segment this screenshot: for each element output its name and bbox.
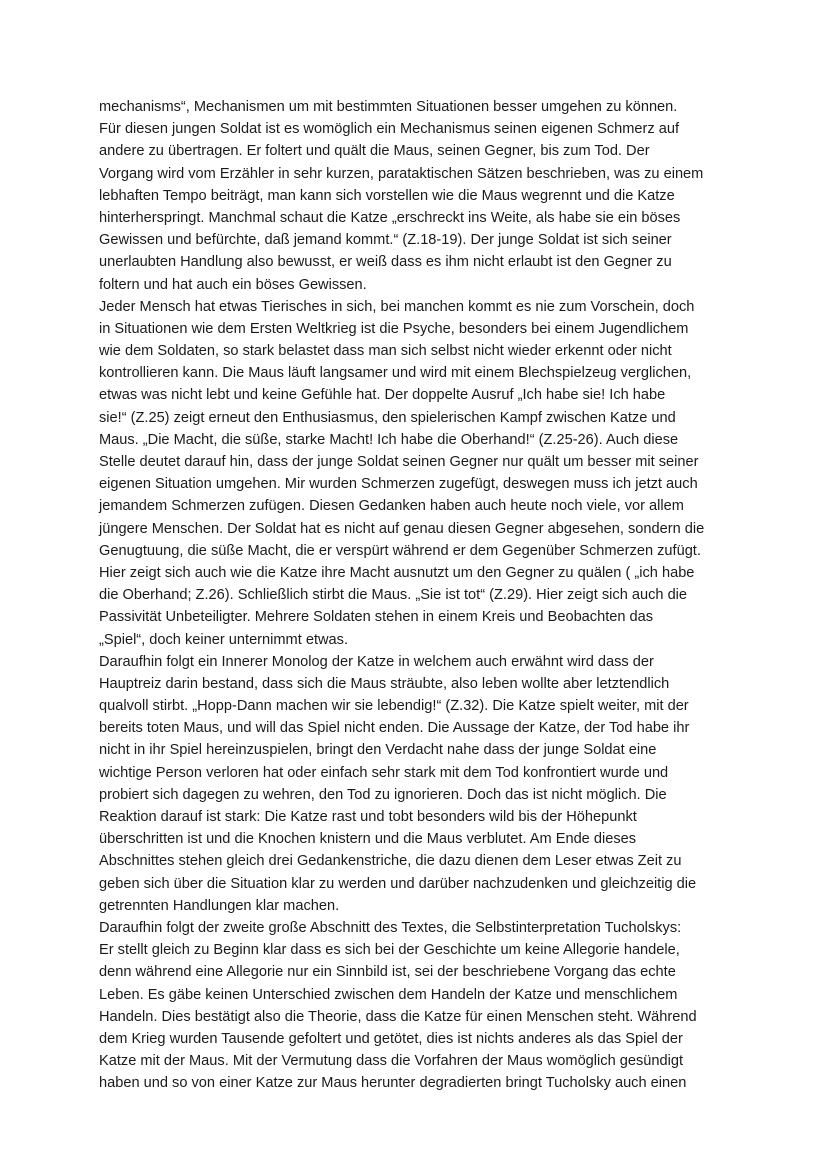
text-line: Daraufhin folgt ein Innerer Monolog der Katze in welchem auch erwähnt wird dass der xyxy=(99,653,654,670)
text-line: denn während eine Allegorie nur ein Sinnbild ist, sei der beschriebene Vorgang das echte xyxy=(99,964,676,981)
text-line: Maus. „Die Macht, die süße, starke Macht! Ich habe die Oberhand!“ (Z.25-26). Auch diese xyxy=(99,431,679,448)
text-line: Leben. Es gäbe keinen Unterschied zwischen dem Handeln der Katze und menschlichem xyxy=(99,986,678,1003)
text-line: die Oberhand; Z.26). Schließlich stirbt die Maus. „Sie ist tot“ (Z.29). Hier zeigt sich auch die xyxy=(99,587,688,604)
text-line: foltern und hat auch ein böses Gewissen. xyxy=(99,276,367,293)
text-line: Hier zeigt sich auch wie die Katze ihre Macht ausnutzt um den Gegner zu quälen ( „ich habe xyxy=(99,564,695,581)
text-line: jüngere Menschen. Der Soldat hat es nicht auf genau diesen Gegner abgesehen, sondern die xyxy=(99,520,705,537)
text-line: etwas was nicht lebt und keine Gefühle hat. Der doppelte Ausruf „Ich habe sie! Ich habe xyxy=(99,387,666,404)
text-line: getrennten Handlungen klar machen. xyxy=(99,897,340,914)
text-line: kontrollieren kann. Die Maus läuft langsamer und wird mit einem Blechspielzeug verglichen, xyxy=(99,365,692,382)
text-line: hinterherspringt. Manchmal schaut die Katze „erschreckt ins Weite, als habe sie ein böses xyxy=(99,209,681,226)
text-line: in Situationen wie dem Ersten Weltkrieg ist die Psyche, besonders bei einem Jugendlichem xyxy=(99,320,689,337)
text-line: Genugtuung, die süße Macht, die er verspürt während er dem Gegenüber Schmerzen zufügt. xyxy=(99,542,701,559)
text-line: Reaktion darauf ist stark: Die Katze rast und tobt besonders wild bis der Höhepunkt xyxy=(99,809,637,825)
text-line: Jeder Mensch hat etwas Tierisches in sich, bei manchen kommt es nie zum Vorschein, doch xyxy=(99,298,695,315)
text-line: nicht in ihr Spiel hereinzuspielen, bringt den Verdacht nahe dass der junge Soldat eine xyxy=(99,742,657,759)
text-line: lebhaften Tempo beiträgt, man kann sich vorstellen wie die Maus wegrennt und die Katze xyxy=(99,187,675,204)
text-line: bereits toten Maus, und will das Spiel nicht enden. Die Aussage der Katze, der Tod habe ihr xyxy=(99,720,690,737)
text-line: Gewissen und befürchte, daß jemand kommt.“ (Z.18-19). Der junge Soldat ist sich seiner xyxy=(99,232,672,249)
text-line: Hauptreiz darin bestand, dass sich die Maus sträubte, also leben wollte aber letztendlich xyxy=(99,675,670,692)
body-text xyxy=(99,96,739,1094)
text-line: sie!“ (Z.25) zeigt erneut den Enthusiasmus, den spielerischen Kampf zwischen Katze und xyxy=(99,409,676,426)
text-line: eigenen Situation umgehen. Mir wurden Schmerzen zugefügt, deswegen muss ich jetzt auch xyxy=(99,476,698,493)
text-line: mechanisms“, Mechanismen um mit bestimmten Situationen besser umgehen zu können. xyxy=(99,99,678,115)
text-line: Abschnittes stehen gleich drei Gedankenstriche, die dazu dienen dem Leser etwas Zeit zu xyxy=(99,853,682,870)
text-line: wie dem Soldaten, so stark belastet dass man sich selbst nicht wieder erkennt oder nicht xyxy=(99,343,672,360)
text-line: Passivität Unbeteiligter. Mehrere Soldaten stehen in einem Kreis und Beobachten das xyxy=(99,609,654,626)
text-line: jemandem Schmerzen zufügen. Diesen Gedanken haben auch heute noch viele, vor allem xyxy=(99,498,684,515)
text-line: haben und so von einer Katze zur Maus herunter degradierten bringt Tucholsky auch einen xyxy=(99,1075,687,1092)
text-line: Er stellt gleich zu Beginn klar dass es sich bei der Geschichte um keine Allegorie handele, xyxy=(99,942,680,959)
text-line: Vorgang wird vom Erzähler in sehr kurzen, parataktischen Sätzen beschrieben, was zu einem xyxy=(99,165,704,182)
text-line: Stelle deutet darauf hin, dass der junge Soldat seinen Gegner nur quält um besser mit seiner xyxy=(99,454,699,470)
text-line: Für diesen jungen Soldat ist es womöglich ein Mechanismus seinen eigenen Schmerz auf xyxy=(99,121,680,138)
text-line: Katze mit der Maus. Mit der Vermutung dass die Vorfahren der Maus womöglich gesündigt xyxy=(99,1053,684,1070)
text-line: überschritten ist und die Knochen knistern und die Maus verblutet. Am Ende dieses xyxy=(99,831,637,848)
text-line: qualvoll stirbt. „Hopp-Dann machen wir sie lebendig!“ (Z.32). Die Katze spielt weiter, mit der xyxy=(99,698,689,715)
text-line: dem Krieg wurden Tausende gefoltert und getötet, dies ist nichts anderes als das Spiel der xyxy=(99,1030,683,1047)
text-line: „Spiel“, doch keiner unternimmt etwas. xyxy=(99,631,349,648)
text-line: geben sich über die Situation klar zu werden und darüber nachzudenken und gleichzeitig die xyxy=(99,875,697,892)
text-line: probiert sich dagegen zu wehren, den Tod zu ignorieren. Doch das ist nicht möglich. Die xyxy=(99,786,667,803)
text-line: Daraufhin folgt der zweite große Abschnitt des Textes, die Selbstinterpretation Tucholskys: xyxy=(99,919,682,936)
text-line: Handeln. Dies bestätigt also die Theorie, dass die Katze für einen Menschen steht. Während xyxy=(99,1008,697,1025)
text-line: wichtige Person verloren hat oder einfach sehr stark mit dem Tod konfrontiert wurde und xyxy=(99,764,669,781)
text-line: andere zu übertragen. Er foltert und quält die Maus, seinen Gegner, bis zum Tod. Der xyxy=(99,143,650,160)
text-line: unerlaubten Handlung also bewusst, er weiß dass es ihm nicht erlaubt ist den Gegner zu xyxy=(99,254,672,271)
